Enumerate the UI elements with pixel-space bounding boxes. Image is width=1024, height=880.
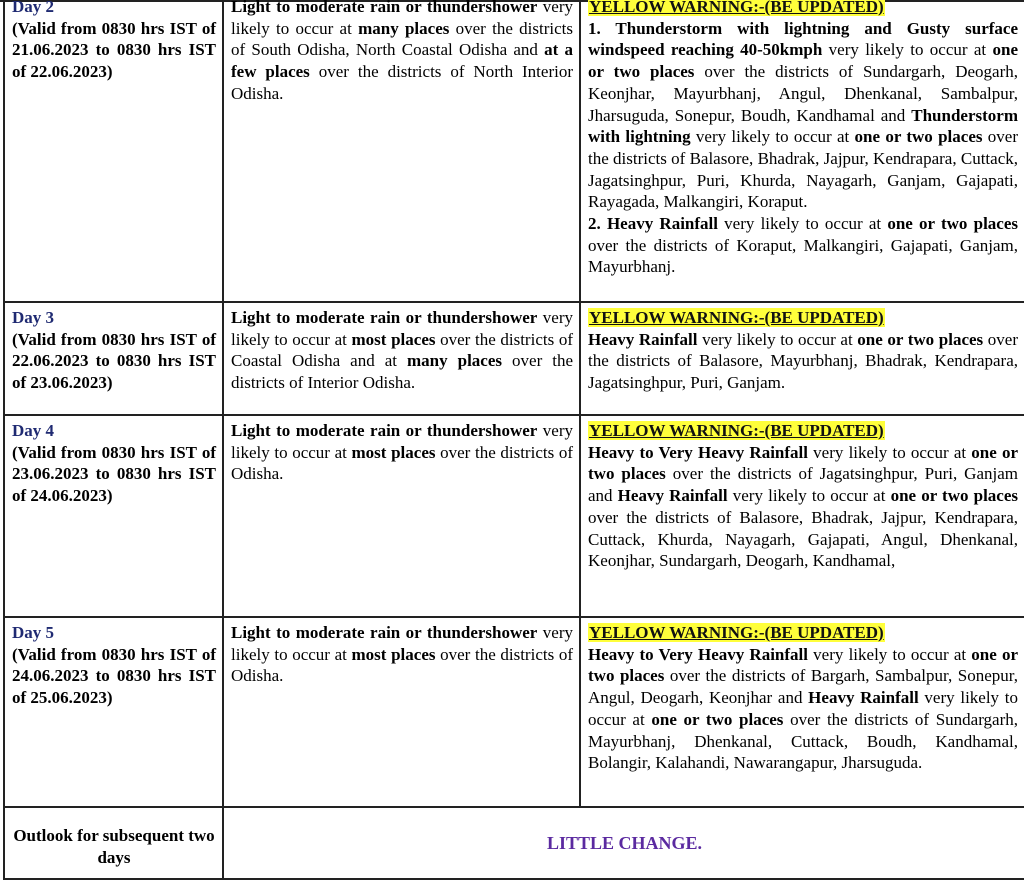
forecast-text [231, 0, 573, 105]
bold-text-run: Light to moderate rain or thundershower [231, 623, 538, 642]
text-run: very likely to occur at [727, 486, 891, 506]
bold-text-run: most places [351, 329, 436, 349]
validity-period: (Valid from 0830 hrs IST of 21.06.2023 to 0830 hrs IST of 22.06.2023) [12, 18, 216, 82]
bold-text-run: 2. Heavy Rainfall [588, 214, 718, 234]
bold-text-run: one or two places [854, 127, 983, 147]
forecast-table [3, 0, 1024, 880]
forecast-cell [223, 302, 580, 415]
bold-text-run: Thunderstorm with lightning [588, 105, 1018, 147]
warning-label: YELLOW WARNING:-(BE UPDATED) [588, 0, 885, 16]
warning-label: YELLOW WARNING:-(BE UPDATED) [589, 421, 884, 440]
day-label: Day 2 [12, 0, 55, 16]
text-run: over the districts of Interior Odisha. [231, 351, 574, 393]
day-label: Day 5 [12, 623, 55, 642]
text-run: over the districts of Balasore, Mayurbhanj, Bhadrak, Kendrapara, Jagatsinghpur, Puri, Ganjam. [588, 329, 1018, 393]
bold-text-run: most places [351, 442, 436, 462]
bold-text-run: Heavy Rainfall [808, 688, 919, 708]
outlook-label: Outlook for subsequent two days [4, 807, 223, 879]
bold-text-run: at a few places [231, 40, 574, 82]
text-run: very likely to occur at [231, 421, 573, 462]
bold-text-run: one or two places [588, 40, 1018, 82]
forecast-text [231, 307, 573, 394]
forecast-cell [223, 617, 580, 807]
warning-text [588, 18, 1018, 278]
text-run: over the districts of Balasore, Bhadrak, Jajpur, Kendrapara, Cuttack, Khurda, Nayagarh, Gajapati, Angul, Dhenkanal, Keonjhar, Sundargarh, Deogarh, Kandhamal, [588, 507, 1018, 571]
bold-text-run: Light to moderate rain or thundershower [231, 308, 538, 327]
warning-cell [580, 0, 1024, 302]
bold-text-run: one or two places [857, 329, 984, 349]
warning-paragraph [588, 329, 1018, 394]
text-run: over the districts of Bargarh, Sambalpur, Sonepur, Angul, Deogarh, Keonjhar and [588, 666, 1018, 708]
text-run: over the districts of Odisha. [231, 442, 573, 484]
text-run: over the districts of Balasore, Bhadrak, Jajpur, Kendrapara, Cuttack, Jagatsinghpur, Puri, Khurda, Nayagarh, Ganjam, Gajapati, Rayagada, Malkangiri, Koraput. [588, 127, 1019, 212]
text-run: very likely to occur at [231, 308, 573, 349]
warning-text [588, 644, 1018, 774]
text-run: very likely to occur at [808, 644, 972, 664]
day-cell [4, 617, 223, 807]
text-run: very likely to occur at [231, 0, 573, 38]
bold-text-run: one or two places [588, 644, 1018, 686]
forecast-row [4, 0, 1024, 302]
forecast-row [4, 617, 1024, 807]
outlook-text: LITTLE CHANGE. [223, 807, 1024, 879]
text-run: very likely to occur at [588, 688, 1018, 729]
validity-period: (Valid from 0830 hrs IST of 24.06.2023 to 0830 hrs IST of 25.06.2023) [12, 644, 216, 708]
text-run: very likely to occur at [231, 623, 573, 664]
bold-text-run: one or two places [651, 709, 784, 729]
text-run: over the districts of Koraput, Malkangiri, Gajapati, Ganjam, Mayurbhanj. [588, 235, 1018, 277]
warning-cell [580, 617, 1024, 807]
bold-text-run: Heavy Rainfall [588, 329, 698, 349]
warning-text [588, 329, 1018, 394]
bold-text-run: Heavy to Very Heavy Rainfall [588, 644, 808, 664]
text-run: over the districts of Odisha. [231, 644, 573, 686]
text-run: over the districts of Sundargarh, Deogarh, Keonjhar, Mayurbhanj, Angul, Dhenkanal, Sambalpur, Jharsuguda, Sonepur, Boudh, Kandhamal and [588, 62, 1018, 125]
text-run: over the districts of Sundargarh, Mayurbhanj, Dhenkanal, Cuttack, Boudh, Kandhamal, Bolangir, Kalahandi, Nawarangapur, Jharsuguda. [588, 709, 1019, 773]
warning-cell [580, 415, 1024, 617]
forecast-cell [223, 415, 580, 617]
warning-paragraph [588, 213, 1018, 278]
day-label: Day 4 [12, 421, 55, 440]
bold-text-run: Light to moderate rain or thundershower [231, 421, 538, 440]
bold-text-run: one or two places [890, 486, 1018, 506]
warning-cell [580, 302, 1024, 415]
text-run: very likely to occur at [697, 329, 858, 349]
bold-text-run: many places [358, 18, 450, 38]
forecast-rows [4, 0, 1024, 807]
warning-label: YELLOW WARNING:-(BE UPDATED) [589, 623, 884, 642]
bold-text-run: Light to moderate rain or thundershower [231, 0, 538, 16]
text-run: very likely to occur at [690, 127, 855, 147]
text-run: very likely to occur at [822, 40, 993, 60]
bold-text-run: most places [351, 644, 436, 664]
warning-label: YELLOW WARNING:-(BE UPDATED) [589, 308, 884, 327]
bold-text-run: Heavy Rainfall [617, 486, 728, 506]
validity-period: (Valid from 0830 hrs IST of 23.06.2023 to 0830 hrs IST of 24.06.2023) [12, 442, 216, 506]
text-run: very likely to occur at [808, 442, 972, 462]
text-run: very likely to occur at [717, 214, 888, 234]
day-label: Day 3 [12, 308, 55, 327]
warning-paragraph [588, 442, 1018, 572]
text-run: over the districts of South Odisha, North Coastal Odisha and [231, 18, 573, 60]
bold-text-run: one or two places [588, 442, 1018, 484]
validity-period: (Valid from 0830 hrs IST of 22.06.2023 to 0830 hrs IST of 23.06.2023) [12, 329, 216, 393]
forecast-row [4, 415, 1024, 617]
forecast-row [4, 302, 1024, 415]
day-cell [4, 415, 223, 617]
day-cell [4, 302, 223, 415]
text-run: over the districts of Jagatsinghpur, Puri, Ganjam and [588, 464, 1018, 506]
text-run: over the districts of North Interior Odisha. [231, 62, 574, 103]
bold-text-run: one or two places [887, 214, 1018, 234]
warning-paragraph [588, 644, 1018, 774]
bold-text-run: many places [407, 351, 503, 371]
forecast-text [231, 622, 573, 687]
forecast-cell [223, 0, 580, 302]
forecast-text [231, 420, 573, 485]
warning-paragraph [588, 18, 1018, 213]
text-run: over the districts of Coastal Odisha and at [231, 329, 573, 371]
day-cell [4, 0, 223, 302]
bold-text-run: Heavy to Very Heavy Rainfall [588, 442, 808, 462]
warning-text [588, 442, 1018, 572]
outlook-row [4, 807, 1024, 879]
bold-text-run: 1. Thunderstorm with lightning and Gusty surface windspeed reaching 40-50kmph [588, 18, 1018, 60]
